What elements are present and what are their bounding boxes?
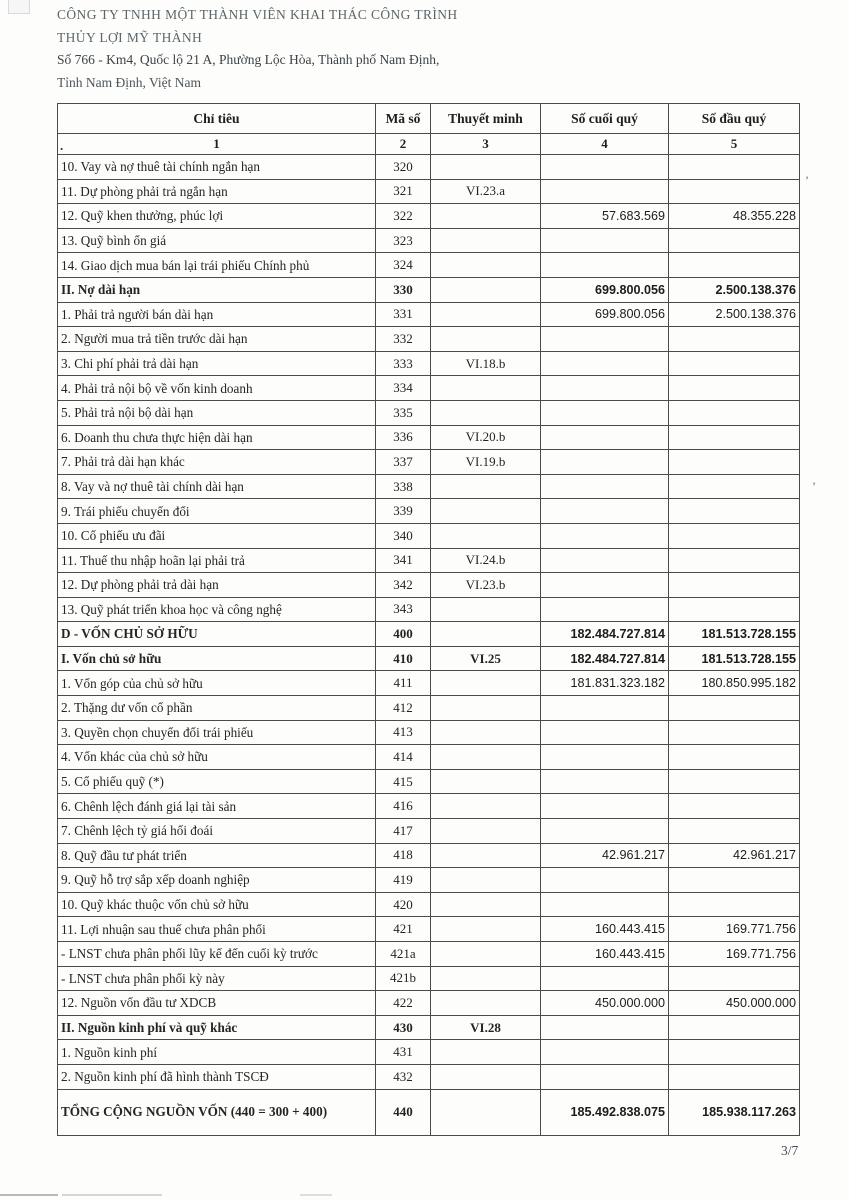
cell-end: 57.683.569 bbox=[541, 204, 669, 229]
table-row bbox=[58, 450, 800, 475]
cell-end bbox=[541, 228, 669, 253]
cell-end bbox=[541, 253, 669, 278]
cell-code: 413 bbox=[376, 720, 431, 745]
cell-label: 12. Dự phòng phải trả dài hạn bbox=[58, 573, 376, 598]
cell-start bbox=[669, 228, 800, 253]
scan-stray-dot: . bbox=[60, 138, 64, 153]
cell-code: 420 bbox=[376, 892, 431, 917]
cell-end bbox=[541, 597, 669, 622]
scan-edge-mark: ’ bbox=[812, 479, 816, 493]
cell-label: 3. Chi phí phải trả dài hạn bbox=[58, 351, 376, 376]
cell-start: 450.000.000 bbox=[669, 991, 800, 1016]
cell-label: 3. Quyền chọn chuyển đổi trái phiếu bbox=[58, 720, 376, 745]
scan-bottom-artifact bbox=[62, 1194, 162, 1196]
cell-end bbox=[541, 966, 669, 991]
cell-notes: VI.19.b bbox=[431, 450, 541, 475]
cell-label: 5. Phải trả nội bộ dài hạn bbox=[58, 400, 376, 425]
cell-start bbox=[669, 892, 800, 917]
cell-end bbox=[541, 1064, 669, 1089]
table-row bbox=[58, 794, 800, 819]
cell-notes bbox=[431, 917, 541, 942]
column-header-code: Mã số bbox=[376, 104, 431, 134]
cell-code: 334 bbox=[376, 376, 431, 401]
cell-label: 9. Quỹ hỗ trợ sắp xếp doanh nghiệp bbox=[58, 868, 376, 893]
cell-code: 338 bbox=[376, 474, 431, 499]
cell-notes bbox=[431, 597, 541, 622]
cell-code: 421a bbox=[376, 942, 431, 967]
cell-label: 6. Chênh lệch đánh giá lại tài sản bbox=[58, 794, 376, 819]
cell-end bbox=[541, 794, 669, 819]
cell-label: 12. Quỹ khen thưởng, phúc lợi bbox=[58, 204, 376, 229]
cell-notes bbox=[431, 1040, 541, 1065]
cell-end: 182.484.727.814 bbox=[541, 646, 669, 671]
cell-notes: VI.20.b bbox=[431, 425, 541, 450]
cell-notes bbox=[431, 745, 541, 770]
cell-end bbox=[541, 376, 669, 401]
cell-notes bbox=[431, 819, 541, 844]
cell-label: 12. Nguồn vốn đầu tư XDCB bbox=[58, 991, 376, 1016]
cell-start bbox=[669, 523, 800, 548]
table-row bbox=[58, 351, 800, 376]
table-row bbox=[58, 622, 800, 647]
table-row bbox=[58, 499, 800, 524]
cell-end bbox=[541, 327, 669, 352]
cell-label: 8. Vay và nợ thuê tài chính dài hạn bbox=[58, 474, 376, 499]
cell-label: 1. Phải trả người bán dài hạn bbox=[58, 302, 376, 327]
table-row bbox=[58, 573, 800, 598]
column-number-3: 3 bbox=[431, 134, 541, 155]
cell-notes bbox=[431, 794, 541, 819]
table-row bbox=[58, 966, 800, 991]
company-address-line1: Số 766 - Km4, Quốc lộ 21 A, Phường Lộc Hòa, Thành phố Nam Định, bbox=[57, 52, 440, 67]
table-row bbox=[58, 917, 800, 942]
cell-label: 11. Dự phòng phải trả ngắn hạn bbox=[58, 179, 376, 204]
cell-code: 419 bbox=[376, 868, 431, 893]
cell-label: 9. Trái phiếu chuyển đổi bbox=[58, 499, 376, 524]
cell-label: - LNST chưa phân phối lũy kế đến cuối kỳ trước bbox=[58, 942, 376, 967]
cell-end bbox=[541, 573, 669, 598]
cell-start bbox=[669, 696, 800, 721]
table-row bbox=[58, 204, 800, 229]
cell-start bbox=[669, 425, 800, 450]
cell-start bbox=[669, 376, 800, 401]
cell-start: 169.771.756 bbox=[669, 917, 800, 942]
cell-start: 181.513.728.155 bbox=[669, 646, 800, 671]
cell-end: 181.831.323.182 bbox=[541, 671, 669, 696]
company-name-line2: THỦY LỢI MỸ THÀNH bbox=[57, 29, 203, 45]
cell-start bbox=[669, 327, 800, 352]
cell-code: 332 bbox=[376, 327, 431, 352]
cell-label: TỔNG CỘNG NGUỒN VỐN (440 = 300 + 400) bbox=[58, 1089, 376, 1135]
cell-start bbox=[669, 868, 800, 893]
cell-label: 7. Chênh lệch tỷ giá hối đoái bbox=[58, 819, 376, 844]
cell-start bbox=[669, 573, 800, 598]
cell-end: 699.800.056 bbox=[541, 277, 669, 302]
table-row bbox=[58, 155, 800, 180]
cell-start bbox=[669, 819, 800, 844]
cell-start bbox=[669, 155, 800, 180]
table-row bbox=[58, 646, 800, 671]
cell-start bbox=[669, 745, 800, 770]
cell-start bbox=[669, 400, 800, 425]
table-row bbox=[58, 302, 800, 327]
column-number-5: 5 bbox=[669, 134, 800, 155]
cell-code: 339 bbox=[376, 499, 431, 524]
cell-end bbox=[541, 523, 669, 548]
cell-start bbox=[669, 794, 800, 819]
cell-code: 418 bbox=[376, 843, 431, 868]
cell-label: 6. Doanh thu chưa thực hiện dài hạn bbox=[58, 425, 376, 450]
cell-notes bbox=[431, 302, 541, 327]
cell-end: 42.961.217 bbox=[541, 843, 669, 868]
cell-label: - LNST chưa phân phối kỳ này bbox=[58, 966, 376, 991]
cell-notes bbox=[431, 942, 541, 967]
cell-end bbox=[541, 499, 669, 524]
cell-label: 2. Thặng dư vốn cổ phần bbox=[58, 696, 376, 721]
cell-end bbox=[541, 179, 669, 204]
column-header-start-of-quarter: Số đầu quý bbox=[669, 104, 800, 134]
cell-code: 416 bbox=[376, 794, 431, 819]
cell-code: 412 bbox=[376, 696, 431, 721]
cell-code: 415 bbox=[376, 769, 431, 794]
cell-code: 335 bbox=[376, 400, 431, 425]
balance-sheet-table bbox=[57, 103, 800, 1136]
cell-start: 48.355.228 bbox=[669, 204, 800, 229]
cell-start bbox=[669, 720, 800, 745]
table-row bbox=[58, 474, 800, 499]
cell-notes bbox=[431, 671, 541, 696]
cell-start bbox=[669, 1064, 800, 1089]
cell-label: D - VỐN CHỦ SỞ HỮU bbox=[58, 622, 376, 647]
cell-notes bbox=[431, 843, 541, 868]
cell-code: 431 bbox=[376, 1040, 431, 1065]
cell-notes bbox=[431, 769, 541, 794]
cell-code: 330 bbox=[376, 277, 431, 302]
cell-notes bbox=[431, 892, 541, 917]
cell-start bbox=[669, 351, 800, 376]
table-row bbox=[58, 819, 800, 844]
cell-label: II. Nguồn kinh phí và quỹ khác bbox=[58, 1015, 376, 1040]
cell-start bbox=[669, 253, 800, 278]
cell-notes bbox=[431, 327, 541, 352]
cell-notes bbox=[431, 696, 541, 721]
cell-label: 2. Nguồn kinh phí đã hình thành TSCĐ bbox=[58, 1064, 376, 1089]
cell-label: 4. Phải trả nội bộ về vốn kinh doanh bbox=[58, 376, 376, 401]
cell-end bbox=[541, 720, 669, 745]
cell-label: 4. Vốn khác của chủ sở hữu bbox=[58, 745, 376, 770]
cell-end bbox=[541, 474, 669, 499]
cell-code: 331 bbox=[376, 302, 431, 327]
table-row bbox=[58, 769, 800, 794]
cell-code: 417 bbox=[376, 819, 431, 844]
table-header bbox=[58, 104, 800, 155]
table-row bbox=[58, 671, 800, 696]
table-row bbox=[58, 843, 800, 868]
cell-code: 414 bbox=[376, 745, 431, 770]
column-header-notes: Thuyết minh bbox=[431, 104, 541, 134]
column-number-2: 2 bbox=[376, 134, 431, 155]
column-header-criteria: Chỉ tiêu bbox=[58, 104, 376, 134]
cell-notes bbox=[431, 400, 541, 425]
cell-label: 13. Quỹ bình ổn giá bbox=[58, 228, 376, 253]
cell-label: 10. Cổ phiếu ưu đãi bbox=[58, 523, 376, 548]
table-row bbox=[58, 868, 800, 893]
cell-code: 342 bbox=[376, 573, 431, 598]
cell-code: 411 bbox=[376, 671, 431, 696]
cell-start bbox=[669, 450, 800, 475]
cell-notes bbox=[431, 966, 541, 991]
cell-code: 336 bbox=[376, 425, 431, 450]
cell-notes: VI.23.a bbox=[431, 179, 541, 204]
cell-start: 2.500.138.376 bbox=[669, 277, 800, 302]
cell-code: 324 bbox=[376, 253, 431, 278]
cell-start bbox=[669, 769, 800, 794]
table-row bbox=[58, 597, 800, 622]
cell-start: 2.500.138.376 bbox=[669, 302, 800, 327]
cell-notes bbox=[431, 499, 541, 524]
cell-notes bbox=[431, 1089, 541, 1135]
cell-notes bbox=[431, 991, 541, 1016]
cell-notes bbox=[431, 622, 541, 647]
cell-start: 181.513.728.155 bbox=[669, 622, 800, 647]
cell-label: 10. Quỹ khác thuộc vốn chủ sở hữu bbox=[58, 892, 376, 917]
table-row bbox=[58, 942, 800, 967]
column-number-4: 4 bbox=[541, 134, 669, 155]
cell-notes bbox=[431, 204, 541, 229]
cell-code: 340 bbox=[376, 523, 431, 548]
cell-code: 320 bbox=[376, 155, 431, 180]
cell-notes: VI.23.b bbox=[431, 573, 541, 598]
company-address-line2: Tỉnh Nam Định, Việt Nam bbox=[57, 74, 202, 90]
cell-code: 321 bbox=[376, 179, 431, 204]
cell-notes: VI.28 bbox=[431, 1015, 541, 1040]
cell-code: 333 bbox=[376, 351, 431, 376]
cell-code: 322 bbox=[376, 204, 431, 229]
table-row bbox=[58, 277, 800, 302]
table-row bbox=[58, 1015, 800, 1040]
cell-notes bbox=[431, 523, 541, 548]
cell-notes bbox=[431, 277, 541, 302]
cell-notes bbox=[431, 376, 541, 401]
cell-code: 410 bbox=[376, 646, 431, 671]
cell-start: 42.961.217 bbox=[669, 843, 800, 868]
scan-bottom-artifact bbox=[300, 1194, 332, 1196]
cell-end bbox=[541, 351, 669, 376]
header-label-row bbox=[58, 104, 800, 134]
cell-end bbox=[541, 400, 669, 425]
cell-notes bbox=[431, 228, 541, 253]
cell-start: 169.771.756 bbox=[669, 942, 800, 967]
cell-end bbox=[541, 819, 669, 844]
cell-end bbox=[541, 892, 669, 917]
cell-label: II. Nợ dài hạn bbox=[58, 277, 376, 302]
company-header bbox=[57, 4, 458, 94]
cell-end bbox=[541, 548, 669, 573]
cell-code: 422 bbox=[376, 991, 431, 1016]
cell-start: 180.850.995.182 bbox=[669, 671, 800, 696]
table-row bbox=[58, 1089, 800, 1135]
table-row bbox=[58, 548, 800, 573]
company-name-line1: CÔNG TY TNHH MỘT THÀNH VIÊN KHAI THÁC CÔNG TRÌNH bbox=[57, 7, 458, 22]
cell-start bbox=[669, 966, 800, 991]
cell-label: 14. Giao dịch mua bán lại trái phiếu Chính phủ bbox=[58, 253, 376, 278]
cell-label: 1. Vốn góp của chủ sở hữu bbox=[58, 671, 376, 696]
cell-label: 11. Thuế thu nhập hoãn lại phải trả bbox=[58, 548, 376, 573]
table-row bbox=[58, 253, 800, 278]
scan-edge-mark: ’ bbox=[805, 173, 809, 187]
table-row bbox=[58, 720, 800, 745]
cell-code: 421 bbox=[376, 917, 431, 942]
table-row bbox=[58, 892, 800, 917]
column-number-1: . 1 bbox=[58, 134, 376, 155]
cell-label: 11. Lợi nhuận sau thuế chưa phân phối bbox=[58, 917, 376, 942]
cell-end bbox=[541, 1015, 669, 1040]
cell-notes: VI.18.b bbox=[431, 351, 541, 376]
cell-code: 400 bbox=[376, 622, 431, 647]
cell-label: I. Vốn chủ sở hữu bbox=[58, 646, 376, 671]
cell-notes: VI.24.b bbox=[431, 548, 541, 573]
cell-end: 160.443.415 bbox=[541, 917, 669, 942]
cell-start bbox=[669, 548, 800, 573]
cell-end: 450.000.000 bbox=[541, 991, 669, 1016]
cell-start bbox=[669, 179, 800, 204]
scan-bottom-artifact bbox=[0, 1194, 58, 1196]
cell-start bbox=[669, 597, 800, 622]
cell-end bbox=[541, 868, 669, 893]
scan-corner-artifact bbox=[8, 0, 30, 14]
cell-code: 440 bbox=[376, 1089, 431, 1135]
cell-end bbox=[541, 1040, 669, 1065]
table-row bbox=[58, 228, 800, 253]
cell-end: 160.443.415 bbox=[541, 942, 669, 967]
cell-label: 2. Người mua trả tiền trước dài hạn bbox=[58, 327, 376, 352]
cell-code: 323 bbox=[376, 228, 431, 253]
page-number: 3/7 bbox=[781, 1143, 799, 1158]
table-row bbox=[58, 523, 800, 548]
cell-notes bbox=[431, 868, 541, 893]
table-row bbox=[58, 376, 800, 401]
cell-start: 185.938.117.263 bbox=[669, 1089, 800, 1135]
cell-code: 343 bbox=[376, 597, 431, 622]
cell-notes bbox=[431, 155, 541, 180]
cell-start bbox=[669, 1015, 800, 1040]
table-row bbox=[58, 1040, 800, 1065]
cell-notes bbox=[431, 253, 541, 278]
table-row bbox=[58, 991, 800, 1016]
cell-code: 430 bbox=[376, 1015, 431, 1040]
cell-end bbox=[541, 769, 669, 794]
cell-label: 10. Vay và nợ thuê tài chính ngắn hạn bbox=[58, 155, 376, 180]
table-row bbox=[58, 327, 800, 352]
cell-label: 8. Quỹ đầu tư phát triển bbox=[58, 843, 376, 868]
cell-end bbox=[541, 155, 669, 180]
cell-label: 13. Quỹ phát triển khoa học và công nghệ bbox=[58, 597, 376, 622]
cell-label: 5. Cổ phiếu quỹ (*) bbox=[58, 769, 376, 794]
cell-code: 341 bbox=[376, 548, 431, 573]
cell-notes: VI.25 bbox=[431, 646, 541, 671]
table-body bbox=[58, 155, 800, 1136]
cell-start bbox=[669, 1040, 800, 1065]
cell-code: 421b bbox=[376, 966, 431, 991]
cell-end: 185.492.838.075 bbox=[541, 1089, 669, 1135]
table-row bbox=[58, 179, 800, 204]
table-row bbox=[58, 1064, 800, 1089]
cell-end: 182.484.727.814 bbox=[541, 622, 669, 647]
column-header-end-of-quarter: Số cuối quý bbox=[541, 104, 669, 134]
cell-label: 7. Phải trả dài hạn khác bbox=[58, 450, 376, 475]
cell-start bbox=[669, 499, 800, 524]
table-row bbox=[58, 400, 800, 425]
cell-start bbox=[669, 474, 800, 499]
cell-code: 337 bbox=[376, 450, 431, 475]
cell-notes bbox=[431, 474, 541, 499]
cell-code: 432 bbox=[376, 1064, 431, 1089]
cell-end bbox=[541, 425, 669, 450]
cell-end bbox=[541, 450, 669, 475]
cell-label: 1. Nguồn kinh phí bbox=[58, 1040, 376, 1065]
cell-end: 699.800.056 bbox=[541, 302, 669, 327]
cell-notes bbox=[431, 1064, 541, 1089]
cell-end bbox=[541, 745, 669, 770]
table-row bbox=[58, 425, 800, 450]
header-number-row bbox=[58, 134, 800, 155]
cell-notes bbox=[431, 720, 541, 745]
table-row bbox=[58, 745, 800, 770]
cell-end bbox=[541, 696, 669, 721]
table-row bbox=[58, 696, 800, 721]
